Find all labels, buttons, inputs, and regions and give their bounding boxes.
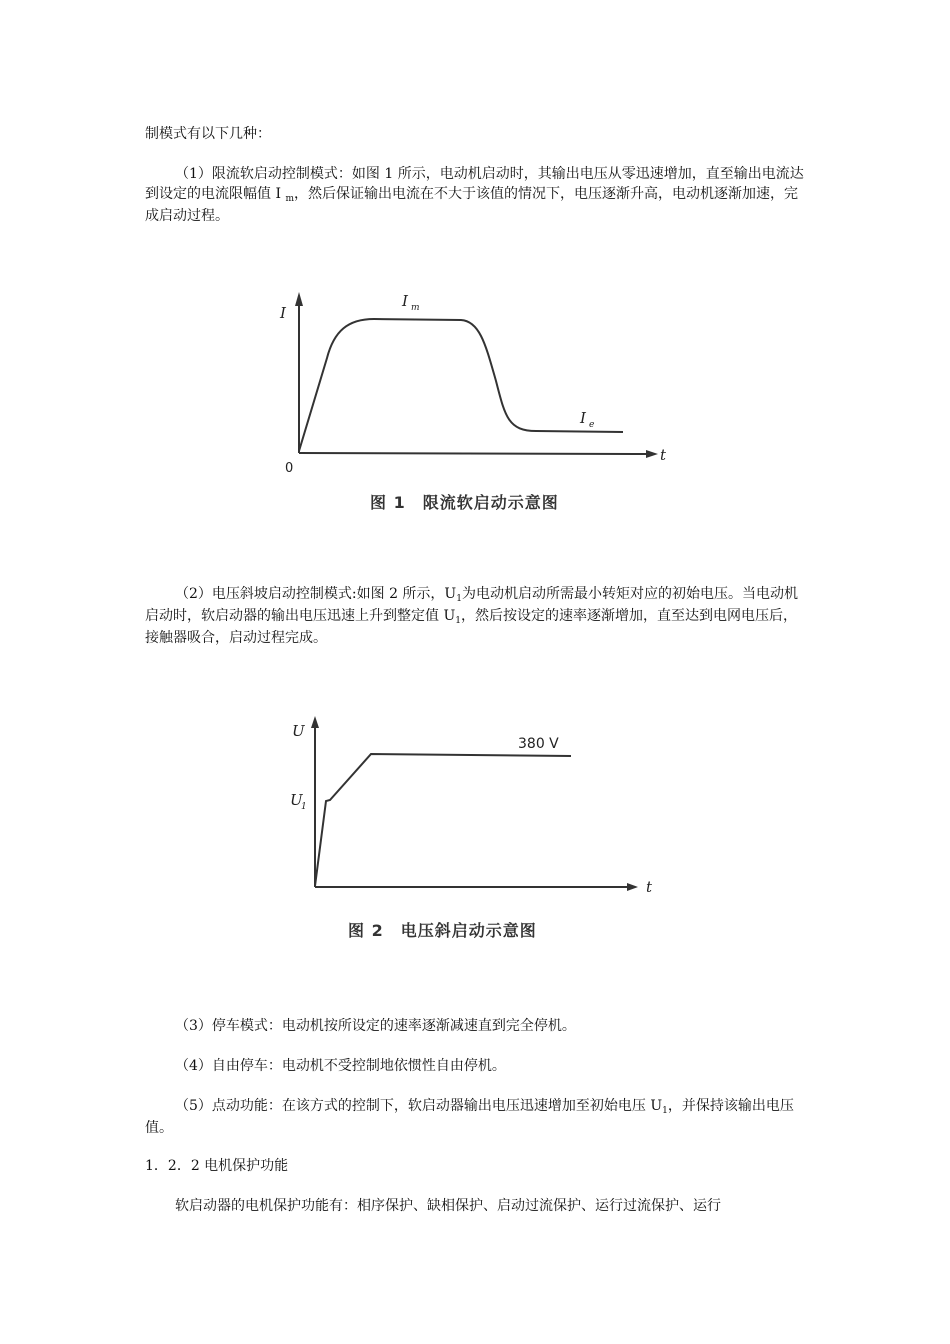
mode5-subscript: 1 — [662, 1106, 668, 1116]
fig2-380v-label: 380 V — [518, 736, 559, 752]
mode5-text-a: （5）点动功能：在该方式的控制下，软启动器输出电压迅速增加至初始电压 U — [175, 1098, 663, 1114]
mode2-subscript-1: 1 — [456, 594, 462, 604]
mode4-text: （4）自由停车：电动机不受控制地依惯性自由停机。 — [175, 1058, 506, 1074]
fig2-x-label: t — [646, 878, 653, 896]
fig1-current-curve — [299, 319, 623, 451]
protection-paragraph — [145, 1196, 810, 1216]
fig1-origin-label: 0 — [285, 461, 294, 476]
fig1-x-label: t — [660, 446, 667, 464]
mode3-paragraph — [145, 1016, 810, 1036]
fig2-y-arrow — [311, 716, 319, 728]
mode1-paragraph — [145, 164, 810, 226]
fig1-peak-label: I — [402, 292, 408, 310]
mode2-paragraph — [145, 584, 810, 648]
fig1-peak-subscript: m — [411, 303, 420, 313]
mode5-paragraph — [145, 1096, 810, 1138]
intro-paragraph — [145, 124, 810, 144]
mode2-text-a: （2）电压斜坡启动控制模式:如图 2 所示，U — [175, 586, 457, 602]
fig2-voltage-ramp — [315, 754, 571, 886]
fig1-x-axis — [299, 453, 646, 454]
mode1-subscript: m — [285, 194, 294, 204]
fig1-end-label: I — [580, 409, 586, 427]
mode1-tail-text: ，然后保证输出电流在不大于该值的情况下，电压逐渐升高，电动机逐渐加速，完成启动过程。 — [145, 186, 798, 224]
fig2-caption: 图 2 电压斜启动示意图 — [348, 921, 537, 940]
fig1-y-label: I — [280, 304, 286, 322]
fig2-y-label: U — [292, 722, 305, 740]
fig1-y-arrow — [295, 292, 303, 306]
mode5-text-b: ，并保持该输出电压值。 — [145, 1098, 794, 1136]
mode2-text-c: ，然后按设定的速率逐渐增加，直至达到电网电压后，接触器吸合，启动过程完成。 — [145, 608, 797, 646]
intro-text: 制模式有以下几种： — [145, 126, 271, 142]
fig2-x-arrow — [627, 883, 638, 891]
fig1-caption: 图 1 限流软启动示意图 — [370, 493, 559, 512]
fig2-u1-subscript: 1 — [301, 802, 307, 812]
protection-text: 软启动器的电机保护功能有：相序保护、缺相保护、启动过流保护、运行过流保护、运行 — [175, 1198, 721, 1214]
section-heading — [145, 1156, 810, 1176]
mode2-subscript-2: 1 — [455, 616, 461, 626]
mode2-text-b: 为电动机启动所需最小转矩对应的初始电压。当电动机启动时，软启动器的输出电压迅速上升到整定值 U — [145, 586, 798, 624]
section-heading-text: 1．2．2 电机保护功能 — [145, 1158, 289, 1174]
fig2-u1-label: U — [290, 791, 303, 809]
figure-2 — [282, 712, 662, 952]
mode3-text: （3）停车模式：电动机按所设定的速率逐渐减速直到完全停机。 — [175, 1018, 576, 1034]
mode1-text: （1）限流软启动控制模式：如图 1 所示，电动机启动时，其输出电压从零迅速增加，直至输出电流达到设定的电流限幅值 I — [145, 166, 804, 202]
fig1-x-arrow — [646, 450, 658, 458]
fig1-end-subscript: e — [589, 420, 595, 430]
mode4-paragraph — [145, 1056, 810, 1076]
figure-1 — [268, 286, 678, 526]
